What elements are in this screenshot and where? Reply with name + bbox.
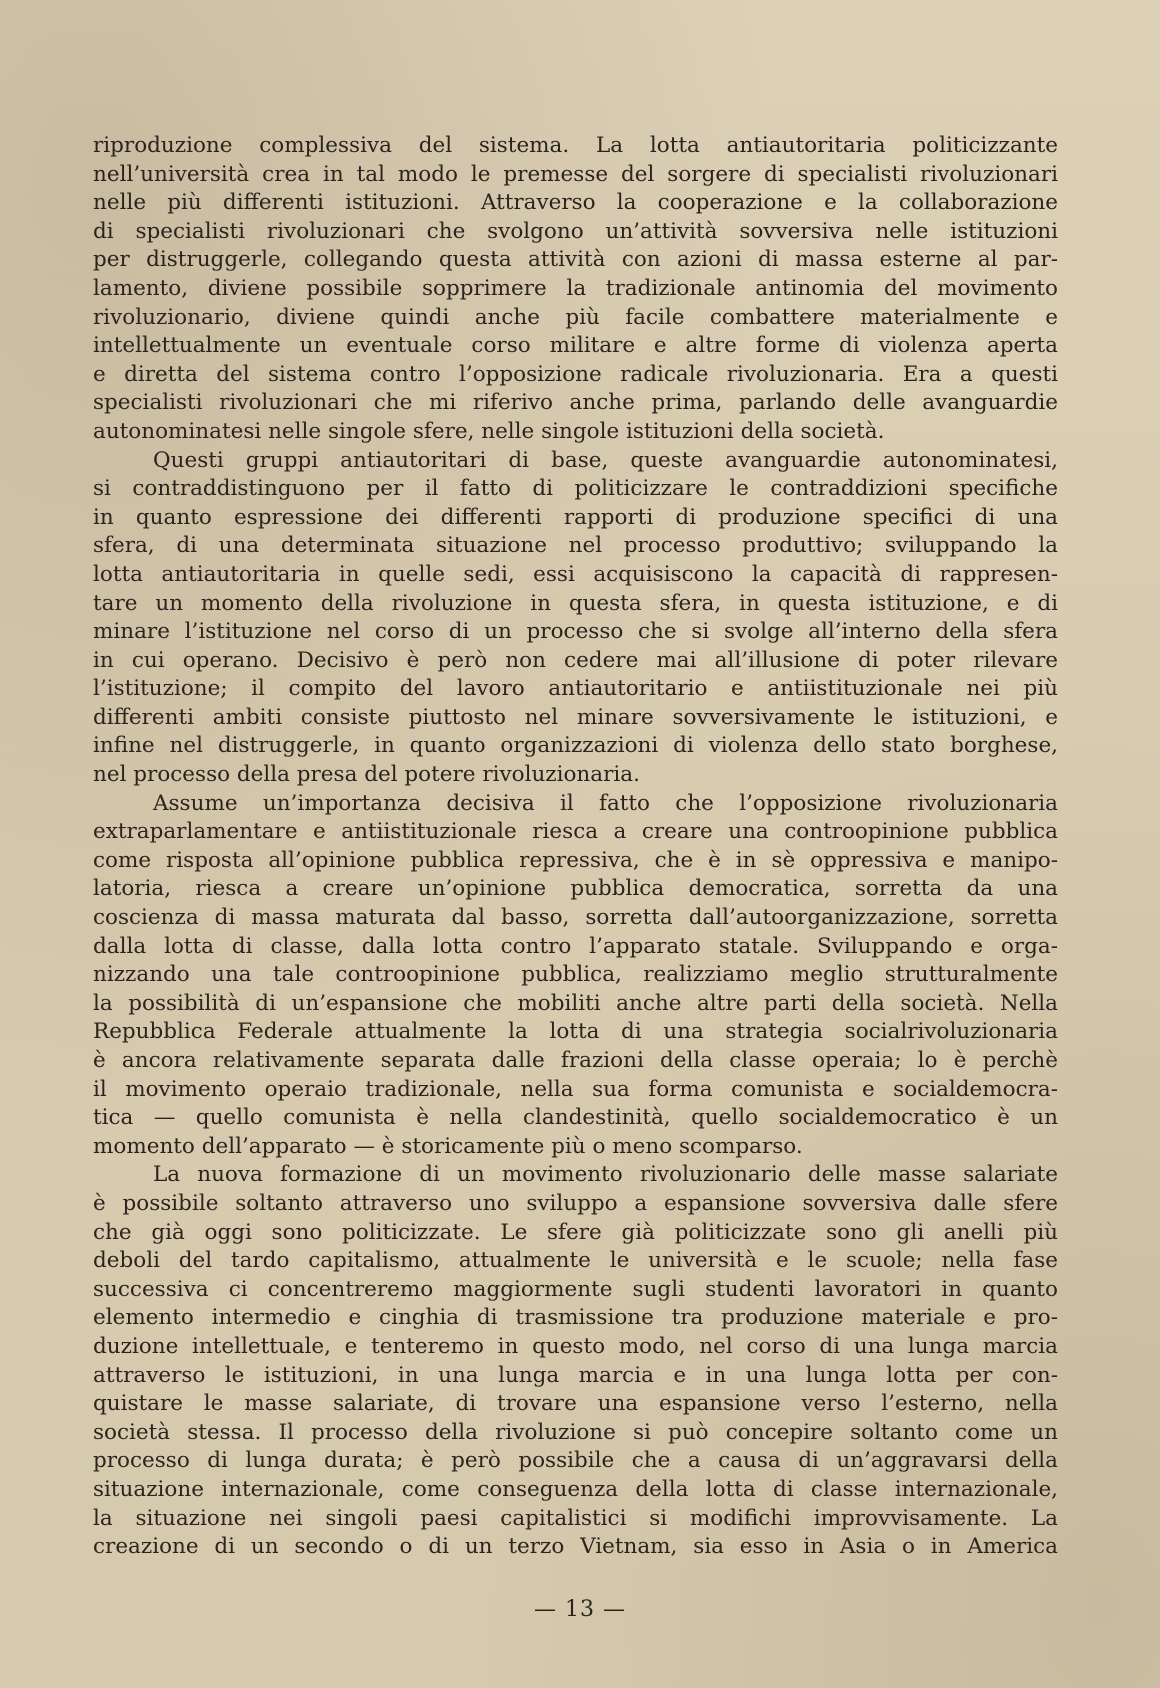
text-line: lotta antiautoritaria in quelle sedi, essi acquisiscono la capacità di rappresen-	[93, 561, 1058, 587]
text-line: è possibile soltanto attraverso uno sviluppo a espansione sovversiva dalle sfere	[93, 1190, 1058, 1216]
text-line: in quanto espressione dei differenti rapporti di produzione specifici di una	[93, 504, 1058, 530]
text-line: Questi gruppi antiautoritari di base, queste avanguardie autonominatesi,	[153, 447, 1058, 473]
text-line: deboli del tardo capitalismo, attualmente le università e le scuole; nella fase	[93, 1248, 1058, 1274]
text-line: nell’università crea in tal modo le premesse del sorgere di specialisti rivoluzionari	[93, 161, 1058, 187]
text-line: lamento, diviene possibile sopprimere la tradizionale antinomia del movimento	[93, 275, 1058, 301]
text-line: tica — quello comunista è nella clandestinità, quello socialdemocratico è un	[93, 1105, 1058, 1131]
text-line: nelle più differenti istituzioni. Attraverso la cooperazione e la collaborazione	[93, 190, 1058, 216]
text-line: rivoluzionario, diviene quindi anche più facile combattere materialmente e	[93, 304, 1058, 330]
text-line: duzione intellettuale, e tenteremo in questo modo, nel corso di una lunga marcia	[93, 1333, 1058, 1359]
text-line: infine nel distruggerle, in quanto organizzazioni di violenza dello stato borghese,	[93, 733, 1058, 759]
text-line: in cui operano. Decisivo è però non cedere mai all’illusione di poter rilevare	[93, 647, 1058, 673]
text-line: Repubblica Federale attualmente la lotta di una strategia socialrivoluzionaria	[93, 1019, 1058, 1045]
text-line: tare un momento della rivoluzione in questa sfera, in questa istituzione, e di	[93, 590, 1058, 616]
text-line: nizzando una tale controopinione pubblica, realizziamo meglio strutturalmente	[93, 962, 1058, 988]
text-line: la situazione nei singoli paesi capitalistici si modifichi improvvisamente. La	[93, 1505, 1058, 1531]
text-line: Assume un’importanza decisiva il fatto che l’opposizione rivoluzionaria	[153, 790, 1058, 816]
text-line: per distruggerle, collegando questa attività con azioni di massa esterne al par-	[93, 247, 1058, 273]
text-line: specialisti rivoluzionari che mi riferivo anche prima, parlando delle avanguardie	[93, 390, 1058, 416]
text-line: come risposta all’opinione pubblica repressiva, che è in sè oppressiva e manipo-	[93, 847, 1058, 873]
text-line: il movimento operaio tradizionale, nella sua forma comunista e socialdemocra-	[93, 1076, 1058, 1102]
text-line: intellettualmente un eventuale corso militare e altre forme di violenza aperta	[93, 333, 1058, 359]
text-line: coscienza di massa maturata dal basso, sorretta dall’autoorganizzazione, sorretta	[93, 905, 1058, 931]
text-line: extraparlamentare e antiistituzionale riesca a creare una controopinione pubblica	[93, 819, 1058, 845]
text-line: latoria, riesca a creare un’opinione pubblica democratica, sorretta da una	[93, 876, 1058, 902]
text-line: quistare le masse salariate, di trovare una espansione verso l’esterno, nella	[93, 1391, 1058, 1417]
text-line: successiva ci concentreremo maggiormente sugli studenti lavoratori in quanto	[93, 1276, 1058, 1302]
text-line: sfera, di una determinata situazione nel processo produttivo; sviluppando la	[93, 533, 1058, 559]
text-line: processo di lunga durata; è però possibile che a causa di un’aggravarsi della	[93, 1448, 1058, 1474]
text-line: e diretta del sistema contro l’opposizione radicale rivoluzionaria. Era a questi	[93, 361, 1058, 387]
text-line: La nuova formazione di un movimento rivoluzionario delle masse salariate	[153, 1162, 1058, 1188]
body-text	[93, 132, 1058, 1562]
text-line: è ancora relativamente separata dalle frazioni della classe operaia; lo è perchè	[93, 1048, 1058, 1073]
text-line: autonominatesi nelle singole sfere, nelle singole istituzioni della società.	[93, 418, 885, 444]
text-line: società stessa. Il processo della rivoluzione si può concepire soltanto come un	[93, 1419, 1058, 1445]
text-line: l’istituzione; il compito del lavoro antiautoritario e antiistituzionale nei più	[93, 676, 1058, 702]
text-line: attraverso le istituzioni, in una lunga marcia e in una lunga lotta per con-	[93, 1362, 1058, 1388]
text-line: la possibilità di un’espansione che mobiliti anche altre parti della società. Nella	[93, 990, 1058, 1016]
text-line: riproduzione complessiva del sistema. La lotta antiautoritaria politicizzante	[93, 133, 1058, 158]
text-line: minare l’istituzione nel corso di un processo che si svolge all’interno della sfera	[93, 619, 1058, 645]
text-line: creazione di un secondo o di un terzo Vietnam, sia esso in Asia o in America	[93, 1534, 1058, 1560]
text-line: che già oggi sono politicizzate. Le sfere già politicizzate sono gli anelli più	[93, 1219, 1058, 1245]
text-line: si contraddistinguono per il fatto di politicizzare le contraddizioni specifiche	[93, 476, 1058, 502]
page-number: — 13 —	[534, 1597, 626, 1622]
text-line: nel processo della presa del potere rivoluzionaria.	[93, 762, 640, 788]
text-line: situazione internazionale, come conseguenza della lotta di classe internazionale,	[93, 1476, 1058, 1502]
text-line: momento dell’apparato — è storicamente più o meno scomparso.	[93, 1133, 803, 1159]
text-line: dalla lotta di classe, dalla lotta contro l’apparato statale. Sviluppando e orga-	[93, 933, 1058, 959]
text-line: differenti ambiti consiste piuttosto nel minare sovversivamente le istituzioni, e	[93, 704, 1058, 730]
text-line: elemento intermedio e cinghia di trasmissione tra produzione materiale e pro-	[93, 1305, 1058, 1331]
text-line: di specialisti rivoluzionari che svolgono un’attività sovversiva nelle istituzioni	[93, 218, 1058, 244]
